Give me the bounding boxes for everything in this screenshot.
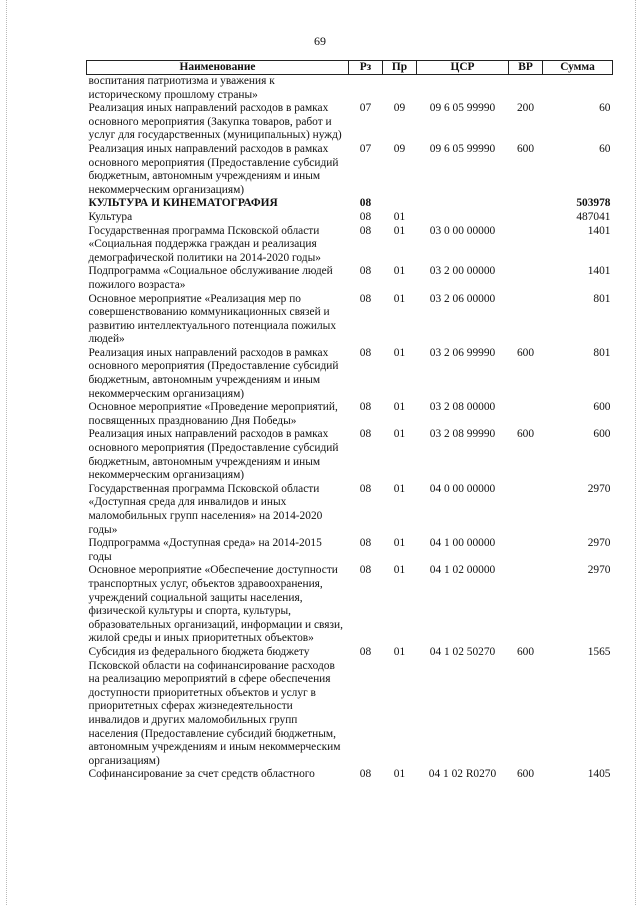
cell-csr: 03 2 00 00000: [429, 265, 496, 278]
table-header-row: [87, 61, 613, 75]
cell-sum: 60: [599, 102, 611, 115]
cell-name: Реализация иных направлений расходов в рамках основного мероприятия (Предоставление субсидий бюджетным, автономным учреждениям и иным некоммерческим организациям): [88, 346, 339, 400]
cell-csr: 03 2 08 99990: [429, 428, 496, 441]
cell-vr: [509, 293, 543, 347]
cell-name: Основное мероприятие «Проведение мероприятий, посвященных празднованию Дня Победы»: [88, 401, 338, 427]
cell-rz: 08: [359, 401, 372, 414]
cell-name: Реализация иных направлений расходов в рамках основного мероприятия (Предоставление субсидий бюджетным, автономным учреждениям и иным некоммерческим организациям): [88, 142, 339, 196]
table-row: [87, 102, 613, 143]
cell-vr: 600: [516, 428, 535, 441]
header-pr: Пр: [383, 61, 417, 75]
table-row: [87, 483, 613, 537]
cell-name: Подпрограмма «Социальное обслуживание людей пожилого возраста»: [88, 265, 333, 291]
cell-sum: 801: [593, 292, 611, 305]
header-sum: Сумма: [543, 61, 613, 75]
cell-sum: 2970: [587, 482, 611, 495]
cell-name: Государственная программа Псковской области «Социальная поддержка граждан и реализация демографической политики на 2014-2020 годы»: [88, 224, 321, 264]
cell-name: Основное мероприятие «Обеспечение доступности транспортных услуг, объектов здравоохранения, учреждений социальной защиты населения, физической культуры и спорта, культуры, образовательных организаций, информации и связи, жилой среды и иных приоритетных объектов»: [88, 564, 343, 645]
cell-vr: 200: [516, 102, 535, 115]
cell-pr: 01: [393, 768, 406, 781]
cell-pr: 01: [393, 428, 406, 441]
cell-rz: 08: [359, 197, 372, 210]
table-row: [87, 293, 613, 347]
cell-rz: 08: [359, 537, 372, 550]
cell-pr: [383, 75, 417, 103]
table-row: [87, 646, 613, 768]
table-row: [87, 197, 613, 211]
cell-name: Государственная программа Псковской области «Доступная среда для инвалидов и иных маломобильных групп населения» на 2014-2020 годы»: [88, 482, 323, 536]
cell-pr: 01: [393, 401, 406, 414]
cell-vr: 600: [516, 346, 535, 359]
header-name: Наименование: [87, 61, 349, 75]
cell-rz: [349, 75, 383, 103]
cell-name: Подпрограмма «Доступная среда» на 2014-2015 годы: [88, 537, 322, 563]
cell-vr: [509, 483, 543, 537]
cell-csr: 03 0 00 00000: [429, 224, 496, 237]
cell-vr: [509, 265, 543, 292]
cell-csr: 03 2 06 00000: [429, 292, 496, 305]
cell-pr: 01: [393, 224, 406, 237]
cell-csr: 09 6 05 99990: [429, 142, 496, 155]
cell-rz: 07: [359, 142, 372, 155]
cell-csr: 04 1 02 00000: [429, 564, 496, 577]
cell-rz: 08: [359, 482, 372, 495]
cell-pr: 01: [393, 210, 406, 223]
table-row: [87, 768, 613, 782]
table-row: [87, 401, 613, 428]
table-row: [87, 265, 613, 292]
table-row: [87, 537, 613, 564]
cell-rz: 08: [359, 768, 372, 781]
cell-sum: 2970: [587, 564, 611, 577]
cell-sum: 60: [599, 142, 611, 155]
page-number: 69: [314, 34, 326, 48]
header-vr: ВР: [509, 61, 543, 75]
cell-name: Реализация иных направлений расходов в рамках основного мероприятия (Предоставление субсидий бюджетным, автономным учреждениям и иным некоммерческим организациям): [88, 428, 339, 482]
cell-sum: 1401: [587, 265, 611, 278]
cell-rz: 08: [359, 645, 372, 658]
cell-csr: 04 1 02 50270: [429, 645, 496, 658]
cell-rz: 07: [359, 102, 372, 115]
cell-vr: [509, 401, 543, 428]
cell-pr: [383, 197, 417, 211]
cell-pr: 09: [393, 102, 406, 115]
table-row: [87, 347, 613, 401]
cell-csr: 03 2 06 99990: [429, 346, 496, 359]
cell-pr: 01: [393, 346, 406, 359]
cell-sum: 600: [593, 428, 611, 441]
cell-rz: 08: [359, 265, 372, 278]
table-row: [87, 211, 613, 225]
table-row: [87, 143, 613, 197]
cell-rz: 08: [359, 210, 372, 223]
cell-name: воспитания патриотизма и уважения к историческому прошлому страны»: [88, 75, 275, 101]
cell-vr: [509, 211, 543, 225]
cell-name: Софинансирование за счет средств областного: [88, 768, 315, 781]
cell-csr: [417, 211, 509, 225]
header-rz: Рз: [349, 61, 383, 75]
cell-pr: 01: [393, 482, 406, 495]
cell-csr: 04 1 02 R0270: [428, 768, 497, 781]
table-row: [87, 75, 613, 103]
scan-edge-left: [6, 0, 7, 905]
cell-rz: 08: [359, 224, 372, 237]
cell-vr: [509, 225, 543, 266]
cell-sum: 600: [593, 401, 611, 414]
cell-rz: 08: [359, 428, 372, 441]
cell-name: Субсидия из федерального бюджета бюджету Псковской области на софинансирование расходов на реализацию мероприятий в сфере обеспечения доступности приоритетных объектов и услуг в приоритетных сферах жизнедеятельности инвалидов и других маломобильных групп населения (Предоставление субсидий бюджетным, автономным учреждениям и иным некоммерческим организациям): [88, 645, 341, 767]
cell-pr: 01: [393, 265, 406, 278]
cell-rz: 08: [359, 564, 372, 577]
cell-vr: 600: [516, 768, 535, 781]
cell-sum: 2970: [587, 537, 611, 550]
cell-sum: 1401: [587, 224, 611, 237]
cell-sum: 1565: [587, 645, 611, 658]
cell-csr: 09 6 05 99990: [429, 102, 496, 115]
cell-name: Реализация иных направлений расходов в рамках основного мероприятия (Закупка товаров, работ и услуг для государственных (муниципальных) нужд): [88, 102, 342, 142]
table-body: [87, 75, 613, 782]
cell-rz: 08: [359, 346, 372, 359]
cell-vr: [509, 537, 543, 564]
cell-csr: [417, 75, 509, 103]
cell-vr: 600: [516, 645, 535, 658]
cell-csr: 04 0 00 00000: [429, 482, 496, 495]
cell-csr: 04 1 00 00000: [429, 537, 496, 550]
cell-name: Основное мероприятие «Реализация мер по совершенствованию коммуникационных связей и развитию интеллектуального потенциала пожилых людей»: [88, 292, 337, 346]
cell-csr: 03 2 08 00000: [429, 401, 496, 414]
cell-pr: 01: [393, 537, 406, 550]
cell-vr: 600: [516, 142, 535, 155]
cell-pr: 01: [393, 292, 406, 305]
cell-sum: 487041: [576, 210, 611, 223]
cell-sum: [543, 75, 613, 103]
cell-vr: [509, 75, 543, 103]
cell-pr: 01: [393, 564, 406, 577]
cell-name: КУЛЬТУРА И КИНЕМАТОГРАФИЯ: [88, 197, 278, 210]
cell-vr: [509, 564, 543, 646]
cell-vr: [509, 197, 543, 211]
table-row: [87, 564, 613, 646]
cell-csr: [417, 197, 509, 211]
header-csr: ЦСР: [417, 61, 509, 75]
cell-sum: 503978: [576, 197, 611, 210]
table-row: [87, 225, 613, 266]
cell-sum: 1405: [587, 768, 611, 781]
cell-pr: 09: [393, 142, 406, 155]
cell-name: Культура: [88, 210, 133, 223]
table-row: [87, 428, 613, 482]
cell-sum: 801: [593, 346, 611, 359]
budget-table: [86, 60, 613, 782]
cell-rz: 08: [359, 292, 372, 305]
cell-pr: 01: [393, 645, 406, 658]
scan-edge-right: [635, 0, 636, 905]
